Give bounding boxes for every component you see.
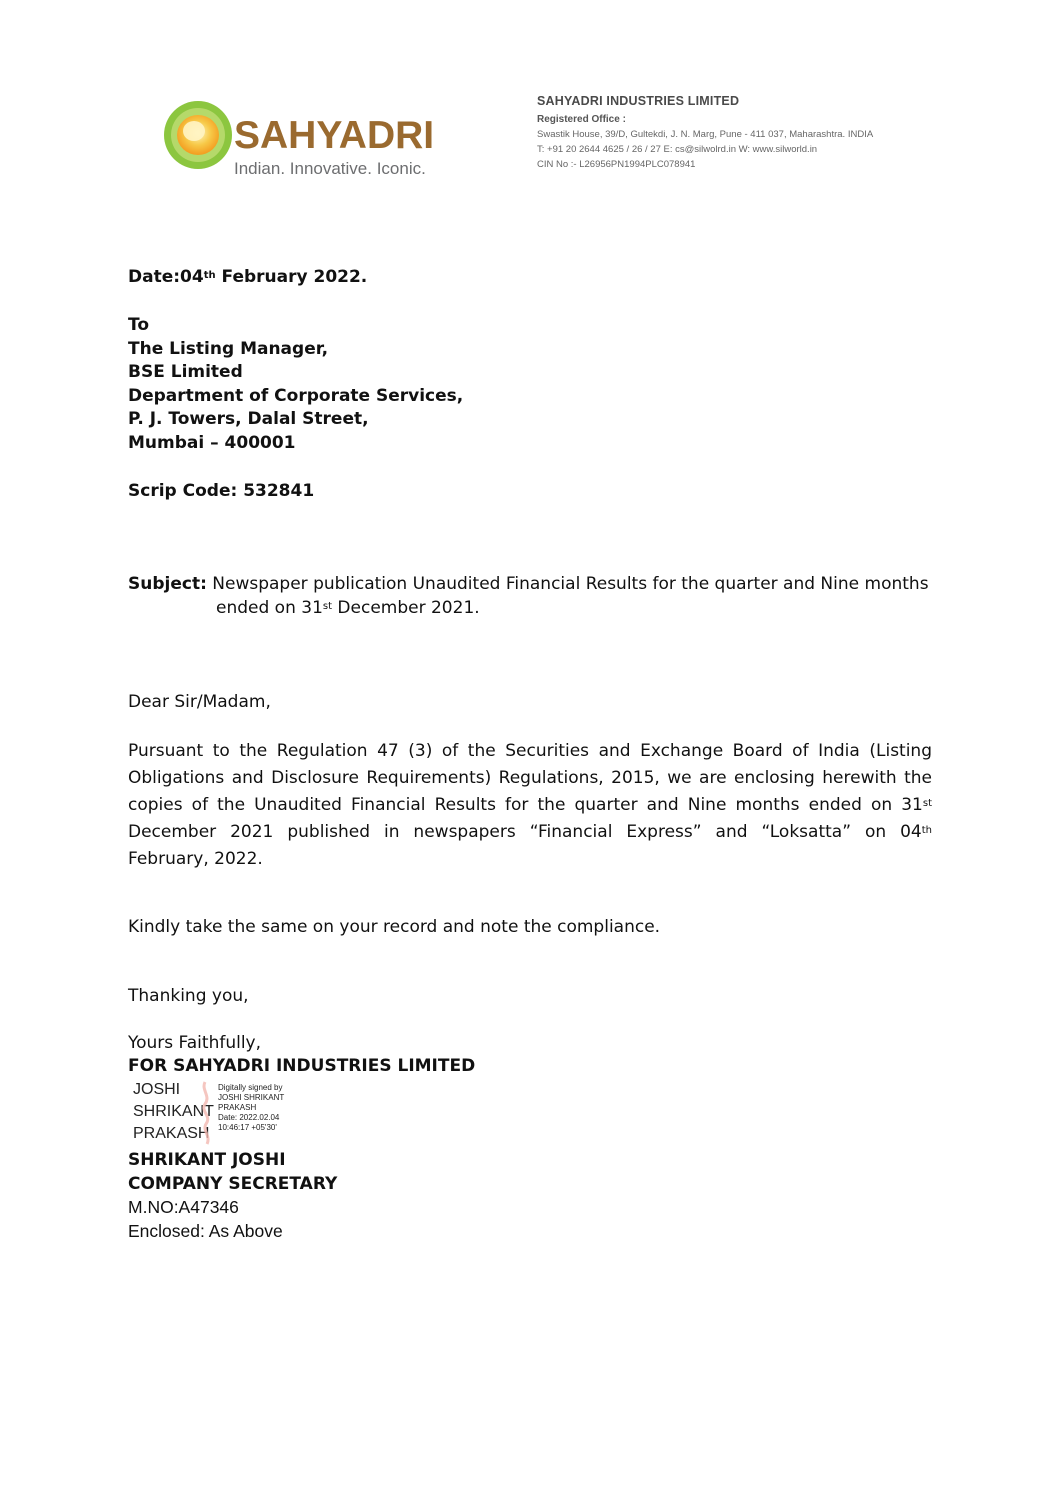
letterhead-company-name: SAHYADRI INDUSTRIES LIMITED (537, 94, 740, 108)
addressee-line: Mumbai – 400001 (128, 432, 296, 453)
logo-wordmark: SAHYADRI (234, 114, 435, 157)
subject-text-line1: Newspaper publication Unaudited Financial Results for the quarter and Nine months (206, 574, 929, 594)
company-logo (160, 98, 480, 183)
subject-text-line2: ended on 31st December 2021. (216, 597, 480, 618)
enclosure-note: Enclosed: As Above (128, 1221, 283, 1241)
scrip-code: Scrip Code: 532841 (128, 481, 315, 501)
logo-tagline: Indian. Innovative. Iconic. (234, 159, 426, 178)
digital-signature-details: Digitally signed by JOSHI SHRIKANT PRAKASH Date: 2022.02.04 10:46:17 +05'30' (218, 1083, 285, 1132)
closing-line: Yours Faithfully, (128, 1033, 262, 1053)
addressee-line: The Listing Manager, (128, 338, 329, 359)
signatory-title: COMPANY SECRETARY (128, 1174, 338, 1194)
addressee-to: To (128, 315, 150, 335)
contact-details: T: +91 20 2644 4625 / 26 / 27 E: cs@silwolrd.in W: www.silworld.in (537, 144, 818, 155)
addressee-line: BSE Limited (128, 362, 243, 382)
registered-address: Swastik House, 39/D, Gultekdi, J. N. Marg, Pune - 411 037, Maharashtra. INDIA (537, 129, 874, 140)
subject-label: Subject: (128, 574, 207, 594)
membership-number: M.NO:A47346 (128, 1197, 239, 1217)
addressee-block (128, 314, 463, 455)
body-paragraph: Pursuant to the Regulation 47 (3) of the Securities and Exchange Board of India (Listing Obligations and Disclosure Requirements) Regulations, 2015, we are enclosing herewith the copies of the Unaudited Financial Results for the quarter and Nine months ended on 31st December 2021 published in newspapers “Financial Express” and “Loksatta” on 04th February, 2022. (128, 741, 932, 869)
thanking-line: Thanking you, (128, 986, 249, 1006)
addressee-line: P. J. Towers, Dalal Street, (128, 409, 369, 429)
signature-name-line: PRAKASH (133, 1125, 210, 1142)
subject-block (128, 573, 938, 620)
cin-number: CIN No :- L26956PN1994PLC078941 (537, 159, 696, 170)
compliance-note: Kindly take the same on your record and note the compliance. (128, 917, 661, 937)
registered-office-label: Registered Office : (537, 114, 626, 125)
signature-name-line: SHRIKANT (133, 1103, 214, 1120)
signature-name-line: JOSHI (133, 1081, 181, 1098)
letter-date: Date:04th February 2022. (128, 267, 368, 287)
salutation: Dear Sir/Madam, (128, 692, 271, 712)
addressee-line: Department of Corporate Services, (128, 385, 464, 406)
signatory-name: SHRIKANT JOSHI (128, 1150, 286, 1170)
for-company-line: FOR SAHYADRI INDUSTRIES LIMITED (128, 1056, 476, 1076)
company-letterhead (537, 94, 873, 170)
